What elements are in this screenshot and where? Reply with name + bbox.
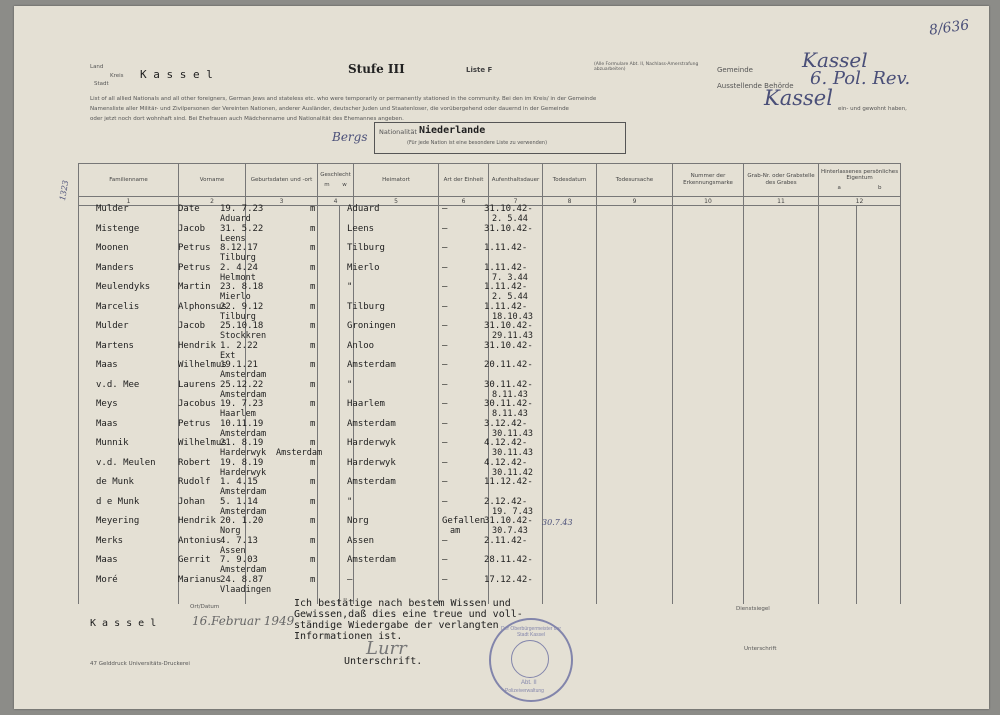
cell-home: " [347,379,353,390]
cell-stay1: 31.10.42- [484,321,533,331]
cell-surname: Martens [96,340,134,351]
nationality-value: Niederlande [419,125,486,136]
cell-stay2: 29.11.43 [492,331,533,341]
cell-sex: m [310,457,316,468]
cell-birth: 1. 4.15 [220,477,258,487]
cell-stay1: 2.12.42- [484,496,528,507]
cell-death-date: 30.7.43 [542,518,573,527]
cell-birth: 22. 9.12 [220,301,264,312]
cell-surname: Maas [96,555,118,565]
col-header-stay: Aufenthaltsdauer [489,164,543,197]
cell-sex: m [310,360,316,370]
stadt-hand: Kassel [764,86,833,110]
cell-place: Amsterdam [220,370,267,380]
col-header-surname: Familienname [79,164,179,197]
cell-sex: m [310,516,316,526]
cell-surname: Manders [96,262,134,273]
cell-surname: Mistenge [96,223,140,234]
sex-header-label: Geschlecht [320,171,351,178]
col-header-birth: Geburtsdaten und -ort [246,164,318,197]
cell-birth: 21. 8.19 [220,438,264,448]
cell-unit: Gefallen [442,516,486,526]
cell-given: Marianus [178,574,222,585]
cell-birth: 31. 5.22 [220,223,264,234]
cell-given: Jacob [178,223,206,234]
cell-unit: – [442,340,448,351]
land-label: Land [90,64,104,70]
nationality-box [374,122,626,154]
intro-right: ein- und gewohnt haben, [838,106,907,112]
cell-unit: – [442,418,448,429]
cell-unit: – [442,379,448,390]
intro-line-3: oder jetzt noch dort wohnhaft sind. Bei Ehefrauen auch Mädchenname und Nationalität des Ehemannes angeben. [90,116,404,122]
cell-stay1: 17.12.42- [484,574,533,585]
cell-stay1: 1.11.42- [484,301,528,312]
cell-stay1: 31.10.42- [484,516,533,526]
cell-stay1: 11.12.42- [484,477,533,487]
cell-given: Laurens [178,379,216,390]
cell-place: Stockkren [220,331,267,341]
stamp-emblem [511,640,549,678]
cell-home: Tilburg [347,243,385,253]
cell-unit: – [442,555,448,565]
cell-place: Harderwyk [220,467,267,478]
property-sub-a: a [837,184,841,191]
cell-surname: Meys [96,399,118,409]
cell-home: Amsterdam [347,360,396,370]
cell-unit: – [442,223,448,234]
stufe-title: Stufe III [348,62,405,76]
cell-sex: m [310,321,316,331]
cell-birth: 8.12.17 [220,243,258,253]
cell-given: Wilhelmus [178,360,227,370]
col-header-tag: Nummer der Erkennungsmarke [673,164,744,197]
cell-stay1: 31.10.42- [484,204,533,214]
cell-surname: v.d. Mee [96,379,140,390]
col-num: 8 [543,197,597,206]
col-header-deathcause: Todesursache [597,164,673,197]
cell-given: Hendrik [178,516,216,526]
footer-date: 16.Februar 1949 [192,614,295,628]
certify-line: Ich bestätige nach bestem Wissen und [294,598,511,609]
cell-surname: Meulendyks [96,282,151,292]
cell-birth: 23. 8.18 [220,282,264,292]
cell-unit2: am [450,526,461,536]
cell-given: Wilhelmus [178,438,227,448]
cell-unit: – [442,204,448,214]
cell-stay1: 2.11.42- [484,535,528,546]
cell-home: Tilburg [347,301,385,312]
cell-sex: m [310,399,316,409]
cell-given: Johan [178,496,206,507]
cell-surname: Marcelis [96,301,140,312]
footer-city: K a s s e l [90,618,157,629]
cell-birth: 19. 8.19 [220,457,264,468]
col-num: 7 [489,197,543,206]
cell-place: Vlaadingen [220,584,272,595]
cell-sex: m [310,204,316,214]
sex-sub-w: w [342,181,347,188]
cell-place: Tilburg [220,311,256,322]
cell-unit: – [442,477,448,487]
gemeinde-value: Kassel [802,48,868,72]
col-header-sex [318,164,354,197]
cell-unit: – [442,399,448,409]
cell-sex: m [310,262,316,273]
cell-unit: – [442,301,448,312]
cell-stay1: 30.11.42- [484,379,533,390]
cell-home: " [347,282,353,292]
certify-line: Gewissen,daß dies eine treue und voll- [294,609,523,620]
cell-stay1: 20.11.42- [484,360,533,370]
cell-home: Harderwyk [347,438,396,448]
cell-surname: Mulder [96,321,129,331]
cell-given: Date [178,204,200,214]
col-num: 6 [439,197,489,206]
col-header-grave: Grab-Nr. oder Grabstelle des Grabes [744,164,819,197]
cell-birth: 19. 7.23 [220,204,264,214]
kreis-value: K a s s e l [140,68,213,81]
cell-place: Norg [220,526,241,536]
cell-home: Amsterdam [347,477,396,487]
cell-surname: Moonen [96,243,129,253]
liste-label: Liste F [466,66,493,74]
cell-stay2: 18.10.43 [492,311,533,322]
signature-label: Unterschrift. [344,656,423,667]
cell-stay1: 1.11.42- [484,262,528,273]
cell-place: Amsterdam [220,389,267,400]
stamp-abt: Abt. II [521,680,537,686]
cell-stay1: 31.10.42- [484,340,533,351]
cell-birth: 19.1.21 [220,360,258,370]
cell-sex: m [310,301,316,312]
cell-given: Hendrik [178,340,216,351]
cell-given: Petrus [178,243,211,253]
cell-birth: 5. 1.14 [220,496,258,507]
cell-birth: 4. 7.13 [220,535,258,546]
cell-place: Haarlem [220,409,256,419]
cell-stay2: 8.11.43 [492,409,528,419]
cell-place: Amsterdam [220,565,267,575]
nationality-note: (Für jede Nation ist eine besondere Liste zu verwenden) [407,140,548,146]
cell-stay1: 4.12.42- [484,438,528,448]
cell-surname: Maas [96,418,118,429]
cell-surname: Moré [96,574,118,585]
cell-unit: – [442,321,448,331]
cell-sex: m [310,477,316,487]
cell-given: Martin [178,282,211,292]
cell-home: Mierlo [347,262,380,273]
side-note: 1323 [57,179,71,202]
cell-surname: Meyering [96,516,140,526]
cell-birth: 25.12.22 [220,379,264,390]
cell-home: Amsterdam [347,418,396,429]
cell-unit: – [442,457,448,468]
table-header-row [79,164,901,197]
cell-given: Petrus [178,262,211,273]
cell-place: Leens [220,233,246,244]
cell-unit: – [442,360,448,370]
cell-birth: 25.10.18 [220,321,264,331]
cell-stay1: 4.12.42- [484,457,528,468]
cell-surname: de Munk [96,477,134,487]
cell-sex: m [310,340,316,351]
cell-stay2: 19. 7.43 [492,506,533,517]
cell-sex: m [310,438,316,448]
col-num: 4 [318,197,354,206]
col-header-given: Vorname [179,164,246,197]
intro-line-2: Namensliste aller Militär- und Zivilpersonen der Vereinten Nationen, anderer Ausländer, deutscher Juden und Staatenloser, die vorübergehend oder dauernd in der Gemeinde [90,106,569,112]
cell-surname: Maas [96,360,118,370]
cell-unit: – [442,496,448,507]
cell-surname: Merks [96,535,124,546]
col-num: 5 [354,197,439,206]
col-num: 10 [673,197,744,206]
cell-stay2: 7. 3.44 [492,272,528,283]
kreis-label: Kreis [110,73,124,79]
cell-unit: – [442,574,448,585]
cell-surname: d e Munk [96,496,140,507]
cell-home: Anloo [347,340,375,351]
gemeinde-label: Gemeinde [717,66,753,74]
cell-stay2: 8.11.43 [492,389,528,400]
cell-home: Amsterdam [347,555,396,565]
cell-stay2: 30.11.42 [492,467,533,478]
stamp-text: Der Oberbürgermeister der Stadt Kassel [500,626,562,638]
cell-sex: m [310,535,316,546]
cell-place: Tilburg [220,253,256,263]
stamp-sub: Polizeiverwaltung [505,688,544,694]
cell-place: Aduard [220,214,251,224]
cell-unit: – [442,243,448,253]
cell-place: Harderwyk [220,448,267,458]
cell-stay1: 1.11.42- [484,282,528,292]
cell-home: Assen [347,535,375,546]
cell-given: Jacob [178,321,206,331]
cell-home: – [347,574,353,585]
cell-sex: m [310,379,316,390]
cell-sex: m [310,496,316,507]
cell-given: Robert [178,457,211,468]
unterschrift-small: Unterschrift [744,646,777,652]
hand-note: Bergs [332,130,368,144]
cell-birth: 19. 7.23 [220,399,264,409]
sex-sub-m: m [324,181,330,188]
cell-stay2: 2. 5.44 [492,292,528,302]
header-note-right: (Alle Formulare Abt. II, Nachlass-Amerstrafung abzuarbeiten) [594,62,699,72]
cell-birth: 2. 4.24 [220,262,258,273]
cell-birth: 24. 8.87 [220,574,264,585]
cell-stay2: 30.11.43 [492,448,533,458]
cell-place: Assen [220,545,246,556]
col-header-unit: Art der Einheit [439,164,489,197]
col-num: 12 [819,197,901,206]
property-header-label: Hinterlassenes persönliches Eigentum [820,168,899,182]
signature-hand: Lurr [366,638,407,659]
col-num: 3 [246,197,318,206]
cell-sex: m [310,555,316,565]
cell-stay1: 28.11.42- [484,555,533,565]
cell-sex: m [310,418,316,429]
cell-surname: Munnik [96,438,129,448]
cell-sex: m [310,223,316,234]
cell-stay2: 30.11.43 [492,428,533,439]
cell-home: Aduard [347,204,380,214]
intro-line-1: List of all allied Nationals and all other foreigners, German Jews and stateless etc. who were temporarily or permanently stationed in the community. Bei den im Kreis/ in der Gemeinde [90,96,597,102]
cell-birth: 20. 1.20 [220,516,264,526]
cell-given: Petrus [178,418,211,429]
cell-home: " [347,496,353,507]
cell-home: Haarlem [347,399,385,409]
cell-place: Amsterdam [220,428,267,439]
certify-line: ständige Wiedergabe der verlangten [294,620,499,631]
cell-surname: v.d. Meulen [96,457,156,468]
cell-given: Alphonsus [178,301,227,312]
cell-birth: 7. 9.03 [220,555,258,565]
col-num: 9 [597,197,673,206]
cell-home: Leens [347,223,375,234]
behoerde-value: 6. Pol. Rev. [810,68,911,89]
cell-given: Rudolf [178,477,211,487]
cell-sex: m [310,574,316,585]
cell-birth: 1. 2.22 [220,340,258,351]
col-num: 2 [179,197,246,206]
cell-unit: – [442,282,448,292]
cell-sex: m [310,243,316,253]
cell-home: Groningen [347,321,396,331]
cell-stay1: 1.11.42- [484,243,528,253]
cell-unit: – [442,438,448,448]
dienstsiegel-label: Dienstsiegel [736,606,770,612]
cell-stay1: 3.12.42- [484,418,528,429]
cell-stay1: 31.10.42- [484,223,533,234]
cell-stay2: 2. 5.44 [492,214,528,224]
document-page [14,6,989,709]
col-num: 1 [79,197,179,206]
cell-given: Jacobus [178,399,216,409]
cell-home: Norg [347,516,369,526]
cell-place: Amsterdam [220,506,267,517]
nationality-label: Nationalität [379,128,417,136]
cell-unit: – [442,262,448,273]
cell-home: Harderwyk [347,457,396,468]
cell-surname: Mulder [96,204,129,214]
cell-place: Amsterdam [220,487,267,497]
behoerde-label: Ausstellende Behörde [717,82,794,90]
cell-place: Helmont [220,272,256,283]
cell-given: Gerrit [178,555,211,565]
official-stamp [489,618,573,702]
cell-stay1: 30.11.42- [484,399,533,409]
cell-place: Mierlo [220,292,251,302]
stadt-label: Stadt [94,81,109,87]
cell-place: Ext [220,350,236,361]
ort-label: Ort/Datum [190,604,220,610]
cell-unit: – [442,535,448,546]
corner-note: 8/636 [928,17,971,39]
col-header-deathdate: Todesdatum [543,164,597,197]
col-num: 11 [744,197,819,206]
col-header-home: Heimatort [354,164,439,197]
cell-given: Antonius [178,535,222,546]
cell-birth: 10.11.19 [220,418,264,429]
certification-text [294,598,523,642]
certify-line: Informationen ist. [294,631,403,642]
cell-stay2: 30.7.43 [492,526,528,536]
printer-note: 47 Gelddruck Universitäts-Druckerei [90,661,190,667]
cell-place_note: Amsterdam [276,448,323,458]
col-header-property [819,164,901,197]
property-sub-b: b [877,184,882,191]
cell-sex: m [310,282,316,292]
